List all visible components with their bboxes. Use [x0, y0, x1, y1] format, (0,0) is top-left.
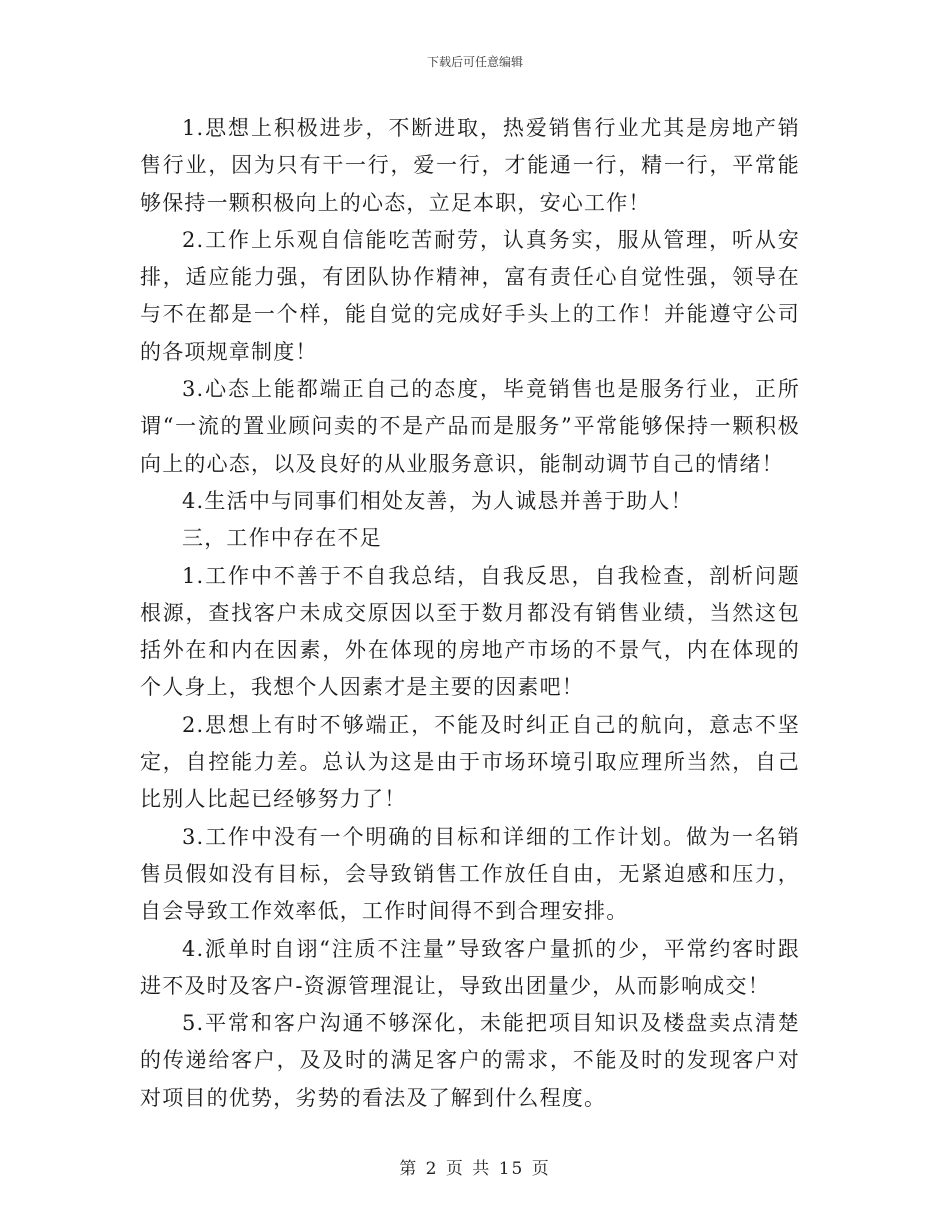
paragraph-strength-3: 3.心态上能都端正自己的态度，毕竟销售也是服务行业，正所谓“一流的置业顾问卖的不是产品而是服务”平常能够保持一颗积极向上的心态，以及良好的从业服务意识，能制动调节自己的情绪！: [140, 377, 800, 476]
paragraph-shortcoming-1: 1.工作中不善于不自我总结，自我反思，自我检查，剖析问题根源，查找客户未成交原因以至于数月都没有销售业绩，当然这包括外在和内在因素，外在体现的房地产市场的不景气，内在体现的个人身上，我想个人因素才是主要的因素吧！: [140, 563, 800, 700]
section-heading-shortcomings: 三，工作中存在不足: [182, 526, 382, 551]
paragraph-strength-4: 4.生活中与同事们相处友善，为人诚恳并善于助人！: [182, 488, 693, 513]
paragraph-strength-1: 1.思想上积极进步，不断进取，热爱销售行业尤其是房地产销售行业，因为只有干一行，爱一行，才能通一行，精一行，平常能够保持一颗积极向上的心态，立足本职，安心工作！: [140, 116, 800, 215]
paragraph-shortcoming-5: 5.平常和客户沟通不够深化，未能把项目知识及楼盘卖点清楚的传递给客户，及及时的满足客户的需求，不能及时的发现客户对对项目的优势，劣势的看法及了解到什么程度。: [140, 1011, 800, 1110]
page-number-footer: 第 2 页 共 15 页: [399, 1159, 551, 1179]
paragraph-shortcoming-4: 4.派单时自诩“注质不注量”导致客户量抓的少，平常约客时跟进不及时及客户-资源管理混让，导致出团量少，从而影响成交！: [140, 936, 800, 998]
page-header-note: 下载后可任意编辑: [426, 55, 523, 69]
paragraph-shortcoming-2: 2.思想上有时不够端正，不能及时纠正自己的航向，意志不坚定，自控能力差。总认为这是由于市场环境引取应理所当然，自己比别人比起已经够努力了！: [140, 712, 800, 812]
document-body: [140, 110, 800, 1117]
paragraph-strength-2: 2.工作上乐观自信能吃苦耐劳，认真务实，服从管理，听从安排，适应能力强，有团队协作精神，富有责任心自觉性强，领导在与不在都是一个样，能自觉的完成好手头上的工作！并能遵守公司的各项规章制度！: [140, 227, 800, 364]
paragraph-shortcoming-3: 3.工作中没有一个明确的目标和详细的工作计划。做为一名销售员假如没有目标，会导致销售工作放任自由，无紧迫感和压力，自会导致工作效率低，工作时间得不到合理安排。: [140, 824, 800, 924]
